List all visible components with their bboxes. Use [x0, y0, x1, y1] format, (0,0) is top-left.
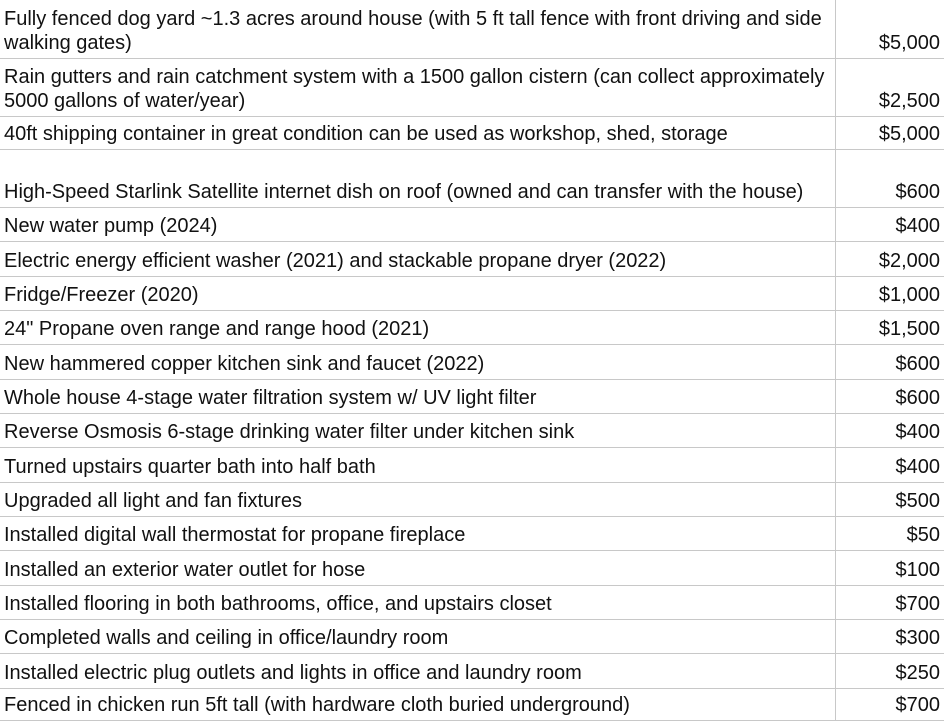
row-amount: $400: [835, 447, 944, 482]
row-description: Reverse Osmosis 6-stage drinking water filter under kitchen sink: [0, 413, 835, 447]
row-amount: $2,500: [835, 58, 944, 116]
table-row: [0, 0, 944, 58]
row-amount: $600: [835, 149, 944, 207]
row-description: Installed digital wall thermostat for propane fireplace: [0, 516, 835, 550]
row-description: Installed flooring in both bathrooms, office, and upstairs closet: [0, 585, 835, 619]
row-description: High-Speed Starlink Satellite internet dish on roof (owned and can transfer with the house): [0, 149, 835, 207]
row-amount: $1,000: [835, 276, 944, 310]
table-row: [0, 688, 944, 720]
row-description: Turned upstairs quarter bath into half bath: [0, 447, 835, 482]
row-description: New hammered copper kitchen sink and faucet (2022): [0, 344, 835, 379]
table-row: [0, 482, 944, 516]
table-row: [0, 379, 944, 413]
row-description: Completed walls and ceiling in office/laundry room: [0, 619, 835, 653]
row-description: New water pump (2024): [0, 207, 835, 241]
row-description: Whole house 4-stage water filtration system w/ UV light filter: [0, 379, 835, 413]
row-amount: $5,000: [835, 0, 944, 58]
table-row: [0, 116, 944, 149]
row-description: Installed an exterior water outlet for hose: [0, 550, 835, 585]
table-row: [0, 149, 944, 207]
table-row: [0, 516, 944, 550]
row-description: Installed electric plug outlets and lights in office and laundry room: [0, 653, 835, 688]
table-row: [0, 276, 944, 310]
row-amount: $250: [835, 653, 944, 688]
table-row: [0, 310, 944, 344]
table-row: [0, 550, 944, 585]
table-row: [0, 207, 944, 241]
row-amount: $600: [835, 344, 944, 379]
row-description: 24" Propane oven range and range hood (2021): [0, 310, 835, 344]
row-amount: $600: [835, 379, 944, 413]
row-amount: $5,000: [835, 116, 944, 149]
row-description: Fully fenced dog yard ~1.3 acres around house (with 5 ft tall fence with front driving and side walking gates): [0, 0, 835, 58]
table-row: [0, 344, 944, 379]
row-amount: $700: [835, 585, 944, 619]
row-description: 40ft shipping container in great condition can be used as workshop, shed, storage: [0, 116, 835, 149]
row-amount: $2,000: [835, 241, 944, 276]
row-amount: $500: [835, 482, 944, 516]
row-amount: $50: [835, 516, 944, 550]
row-amount: $1,500: [835, 310, 944, 344]
table-row: [0, 447, 944, 482]
row-amount: $400: [835, 413, 944, 447]
table-row: [0, 619, 944, 653]
table-row: [0, 653, 944, 688]
table-row: [0, 585, 944, 619]
row-description: Electric energy efficient washer (2021) and stackable propane dryer (2022): [0, 241, 835, 276]
row-amount: $400: [835, 207, 944, 241]
row-description: Upgraded all light and fan fixtures: [0, 482, 835, 516]
row-description: Fridge/Freezer (2020): [0, 276, 835, 310]
table-row: [0, 241, 944, 276]
table-row: [0, 413, 944, 447]
row-amount: $100: [835, 550, 944, 585]
row-amount: $700: [835, 688, 944, 720]
table-row: [0, 58, 944, 116]
row-description: Fenced in chicken run 5ft tall (with hardware cloth buried underground): [0, 688, 835, 720]
row-description: Rain gutters and rain catchment system with a 1500 gallon cistern (can collect approximately 5000 gallons of water/year): [0, 58, 835, 116]
row-amount: $300: [835, 619, 944, 653]
